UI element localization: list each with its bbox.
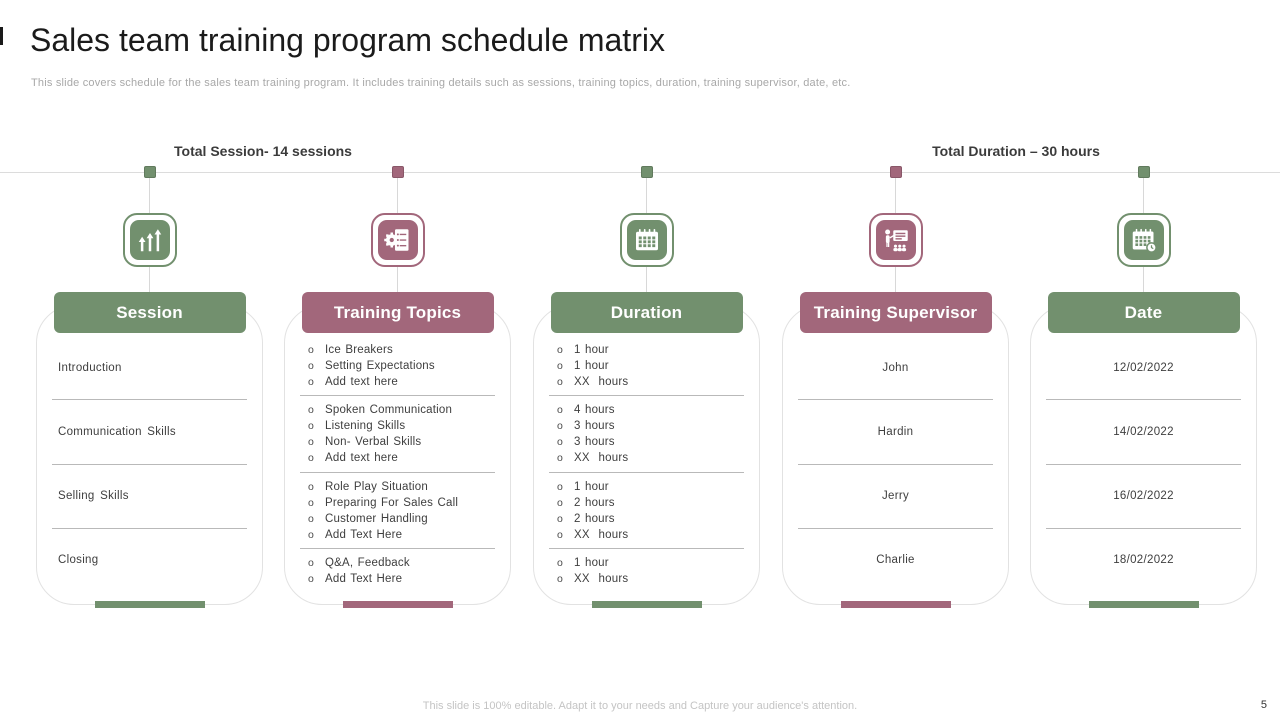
bullet-item: [557, 495, 759, 511]
bullet-marker: o: [557, 419, 563, 432]
bullet-marker: o: [308, 403, 314, 416]
bullet-item: [557, 450, 759, 466]
bullet-item: [308, 374, 510, 390]
card-body: [37, 336, 262, 592]
card-row: [285, 549, 510, 592]
presenter-icon: [869, 213, 923, 267]
bullet-item: [557, 418, 759, 434]
column-header-label: Duration: [610, 302, 683, 322]
column-header-date: [1048, 292, 1240, 333]
bullet-text: 2 hours: [574, 496, 615, 509]
bullet-text: Add Text Here: [325, 572, 403, 585]
column-header-label: Training Supervisor: [813, 302, 978, 322]
bullet-text: Customer Handling: [325, 512, 428, 525]
bullet-marker: o: [308, 359, 314, 372]
page-title: Sales team training program schedule matrix: [30, 22, 665, 58]
bullet-marker: o: [308, 528, 314, 541]
column-header-label: Training Topics: [333, 302, 462, 322]
card-row: [1031, 465, 1256, 528]
column-header-session: [54, 292, 246, 333]
card-row: [1031, 529, 1256, 592]
bullet-item: [308, 479, 510, 495]
bullet-marker: o: [308, 512, 314, 525]
card-row: [37, 465, 262, 528]
bullet-marker: o: [557, 496, 563, 509]
column-training-topics: [284, 160, 511, 625]
bullet-text: Listening Skills: [325, 419, 406, 432]
calendar-clock-icon: [1117, 213, 1171, 267]
bullet-marker: o: [557, 572, 563, 585]
column-session: [36, 160, 263, 625]
cell-text: 18/02/2022: [1113, 554, 1174, 567]
bullet-marker: o: [308, 572, 314, 585]
cell-text: Hardin: [877, 425, 914, 438]
card-row: [534, 336, 759, 395]
column-card-date: [1030, 302, 1257, 605]
bullet-item: [557, 527, 759, 543]
bullet-text: XX hours: [574, 572, 629, 585]
card-accent-bar: [1089, 601, 1199, 608]
card-row: [1031, 400, 1256, 463]
cell-text: John: [882, 361, 909, 374]
bullet-marker: o: [557, 359, 563, 372]
total-duration-label: Total Duration – 30 hours: [932, 143, 1100, 159]
calendar-icon: [620, 213, 674, 267]
column-header-duration: [551, 292, 743, 333]
bullet-item: [308, 358, 510, 374]
bullet-item: [557, 555, 759, 571]
cell-text: Jerry: [881, 490, 910, 503]
bullet-item: [557, 374, 759, 390]
bullet-item: [557, 571, 759, 587]
bullet-text: 2 hours: [574, 512, 615, 525]
card-row: [1031, 336, 1256, 399]
timeline-marker: [1138, 166, 1150, 178]
bullet-text: Ice Breakers: [325, 343, 393, 356]
bullet-item: [557, 358, 759, 374]
cell-text: Introduction: [58, 361, 122, 374]
bullet-item: [557, 511, 759, 527]
card-accent-bar: [841, 601, 951, 608]
bullet-item: [308, 402, 510, 418]
bullet-marker: o: [308, 451, 314, 464]
card-body: [783, 336, 1008, 592]
bullet-item: [308, 342, 510, 358]
column-date: [1030, 160, 1257, 625]
card-body: [285, 336, 510, 592]
cell-text: Communication Skills: [58, 425, 176, 438]
bullet-item: [308, 527, 510, 543]
bullet-marker: o: [308, 556, 314, 569]
bullet-text: XX hours: [574, 375, 629, 388]
card-row: [783, 336, 1008, 399]
page-number: 5: [1260, 699, 1267, 711]
card-row: [534, 396, 759, 472]
bullet-text: 1 hour: [574, 480, 609, 493]
card-row: [534, 473, 759, 549]
bullet-text: Non- Verbal Skills: [325, 435, 422, 448]
card-row: [285, 336, 510, 395]
bullet-item: [557, 402, 759, 418]
bullet-marker: o: [308, 480, 314, 493]
bullet-marker: o: [557, 435, 563, 448]
bullet-item: [308, 495, 510, 511]
bullet-text: Preparing For Sales Call: [325, 496, 459, 509]
card-row: [37, 529, 262, 592]
bullet-marker: o: [557, 528, 563, 541]
timeline-marker: [641, 166, 653, 178]
bullet-marker: o: [308, 496, 314, 509]
bullet-text: Setting Expectations: [325, 359, 435, 372]
bullet-item: [308, 434, 510, 450]
bullet-marker: o: [557, 343, 563, 356]
bullet-text: 1 hour: [574, 359, 609, 372]
column-header-label: Date: [1124, 302, 1163, 322]
column-card-session: [36, 302, 263, 605]
timeline-marker: [392, 166, 404, 178]
bullet-text: 1 hour: [574, 556, 609, 569]
cell-text: 16/02/2022: [1113, 490, 1174, 503]
card-body: [534, 336, 759, 592]
bullet-marker: o: [557, 512, 563, 525]
bullet-text: 3 hours: [574, 435, 615, 448]
bullet-text: XX hours: [574, 528, 629, 541]
card-row: [37, 336, 262, 399]
bullet-marker: o: [308, 343, 314, 356]
card-accent-bar: [95, 601, 205, 608]
bullet-marker: o: [308, 375, 314, 388]
card-accent-bar: [592, 601, 702, 608]
column-card-duration: [533, 302, 760, 605]
page-subtitle: This slide covers schedule for the sales team training program. It includes training details such as sessions, training topics, duration, training supervisor, date, etc.: [31, 77, 851, 89]
bullet-text: 4 hours: [574, 403, 615, 416]
cell-text: 14/02/2022: [1113, 425, 1174, 438]
card-accent-bar: [343, 601, 453, 608]
total-sessions-label: Total Session- 14 sessions: [174, 143, 352, 159]
timeline-marker: [144, 166, 156, 178]
cell-text: Selling Skills: [58, 490, 129, 503]
column-card-training-supervisor: [782, 302, 1009, 605]
checklist-gear-icon: [371, 213, 425, 267]
card-row: [285, 396, 510, 472]
column-card-training-topics: [284, 302, 511, 605]
card-row: [783, 529, 1008, 592]
bullet-marker: o: [557, 556, 563, 569]
bullet-marker: o: [557, 451, 563, 464]
card-row: [534, 549, 759, 592]
bullet-text: Q&A, Feedback: [325, 556, 410, 569]
growth-arrows-icon: [123, 213, 177, 267]
cell-text: 12/02/2022: [1113, 361, 1174, 374]
bullet-marker: o: [557, 480, 563, 493]
column-header-training-topics: [302, 292, 494, 333]
bullet-text: 3 hours: [574, 419, 615, 432]
bullet-item: [557, 434, 759, 450]
bullet-item: [308, 511, 510, 527]
card-row: [783, 400, 1008, 463]
timeline-marker: [890, 166, 902, 178]
bullet-text: Role Play Situation: [325, 480, 428, 493]
column-training-supervisor: [782, 160, 1009, 625]
footer-note: This slide is 100% editable. Adapt it to your needs and Capture your audience's attention.: [422, 700, 858, 712]
bullet-text: Add text here: [325, 375, 399, 388]
bullet-marker: o: [557, 403, 563, 416]
bullet-marker: o: [308, 419, 314, 432]
bullet-item: [308, 418, 510, 434]
bullet-text: Add Text Here: [325, 528, 403, 541]
column-duration: [533, 160, 760, 625]
bullet-text: 1 hour: [574, 343, 609, 356]
card-row: [37, 400, 262, 463]
bullet-text: Spoken Communication: [325, 403, 453, 416]
card-body: [1031, 336, 1256, 592]
bullet-item: [308, 571, 510, 587]
cell-text: Closing: [58, 554, 99, 567]
bullet-item: [308, 450, 510, 466]
card-row: [783, 465, 1008, 528]
card-row: [285, 473, 510, 549]
bullet-text: Add text here: [325, 451, 399, 464]
slide-edge-mark: [0, 27, 3, 45]
bullet-item: [557, 342, 759, 358]
bullet-marker: o: [557, 375, 563, 388]
bullet-text: XX hours: [574, 451, 629, 464]
bullet-item: [308, 555, 510, 571]
column-header-training-supervisor: [800, 292, 992, 333]
column-header-label: Session: [116, 302, 183, 322]
bullet-marker: o: [308, 435, 314, 448]
cell-text: Charlie: [876, 554, 915, 567]
bullet-item: [557, 479, 759, 495]
